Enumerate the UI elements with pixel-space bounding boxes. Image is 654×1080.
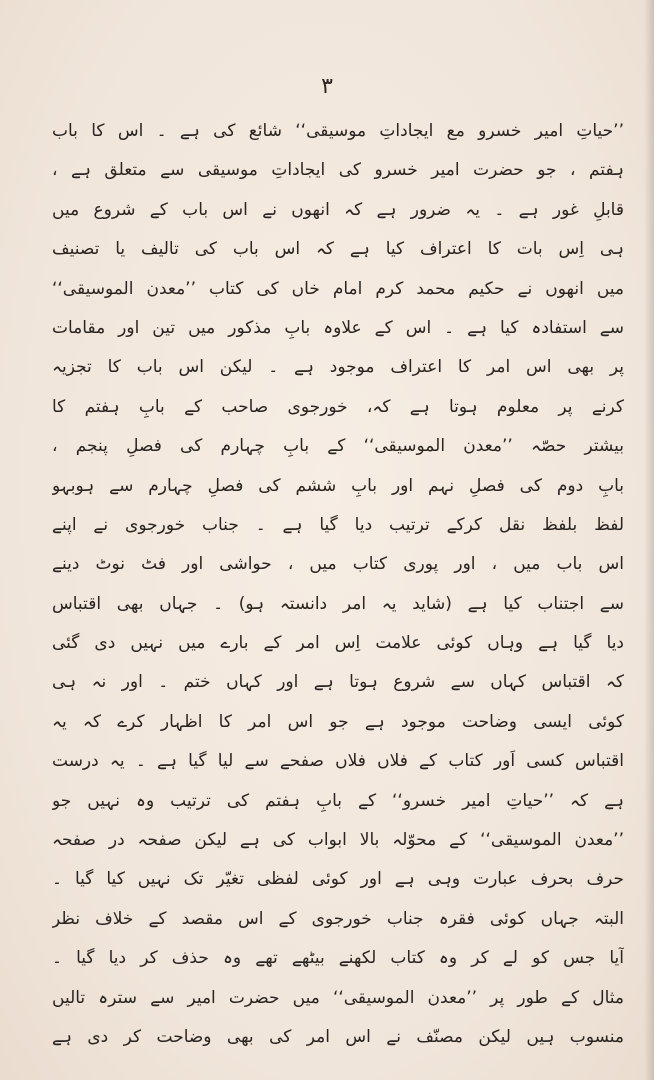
text-line: اقتباس کسی اَور کتاب کے فلاں فلاں صفحے سے لیا گیا ہے ۔ یہ درست	[52, 751, 624, 772]
text-line: ہے کہ ’’حیاتِ امیر خسرو‘‘ کے بابِ ہفتم کی ترتیب وہ نہیں جو	[52, 790, 624, 811]
page-number: ۳	[321, 74, 333, 99]
text-line: اس باب میں ، اور پوری کتاب میں ، حواشی اور فٹ نوٹ دینے	[52, 554, 624, 575]
text-line: البتہ جہاں کوئی فقرہ جناب خورجوی کے اس مقصد کے خلاف نظر	[52, 908, 624, 929]
text-line: سے اجتناب کیا ہے (شاید یہ امر دانستہ ہو) ۔ جہاں بھی اقتباس	[52, 593, 624, 614]
body-text	[52, 112, 624, 1057]
text-line: ہفتم ، جو حضرت امیر خسرو کی ایجاداتِ موسیقی سے متعلق ہے ،	[52, 160, 624, 181]
page-edge-shadow	[644, 0, 654, 1080]
text-line: مثال کے طور پر ’’معدن الموسیقی‘‘ میں حضرت امیر سے سترہ تالیں	[52, 987, 624, 1008]
text-line: دیا گیا ہے وہاں کوئی علامت اِس امر کے بارے میں نہیں دی گئی	[52, 633, 624, 654]
text-line: قابلِ غور ہے ۔ یہ ضرور ہے کہ انھوں نے اس باب کے شروع میں	[52, 199, 624, 220]
text-line: لفظ بلفظ نقل کرکے ترتیب دیا گیا ہے ۔ جناب خورجوی نے اپنے	[52, 514, 624, 535]
text-line: کرنے پر معلوم ہوتا ہے کہ، خورجوی صاحب کے بابِ ہفتم کا	[52, 396, 624, 417]
text-line: حرف بحرف عبارت وہی ہے اور کوئی لفظی تغیّر تک نہیں کیا گیا ۔	[52, 869, 624, 890]
text-line: منسوب ہیں لیکن مصنّف نے اس امر کی بھی وضاحت کر دی ہے	[52, 1026, 624, 1047]
text-line: کہ اقتباس کہاں سے شروع ہوتا ہے اور کہاں ختم ۔ اور نہ ہی	[52, 672, 624, 693]
text-line: بابِ دوم کی فصلِ نہم اور بابِ ششم کی فصلِ چہارم سے ہوبہو	[52, 475, 624, 496]
text-line: ’’حیاتِ امیر خسرو مع ایجاداتِ موسیقی‘‘ شائع کی ہے ۔ اس کا باب	[52, 121, 624, 141]
text-line: سے استفادہ کیا ہے ۔ اس کے علاوہ بابِ مذکور میں تین اور مقامات	[52, 317, 624, 338]
text-line: بیشتر حصّہ ’’معدن الموسیقی‘‘ کے بابِ چہارم کی فصلِ پنجم ،	[52, 436, 624, 457]
text-line: کوئی ایسی وضاحت موجود ہے جو اس امر کا اظہار کرے کہ یہ	[52, 711, 624, 732]
text-line: میں انھوں نے حکیم محمد کرم امام خاں کی کتاب ’’معدن الموسیقی‘‘	[52, 278, 624, 299]
text-line: ہی اِس بات کا اعتراف کیا ہے کہ اس باب کی تالیف یا تصنیف	[52, 239, 624, 260]
text-line: پر بھی اس امر کا اعتراف موجود ہے ۔ لیکن اس باب کا تجزیہ	[52, 357, 624, 378]
text-line: ’’معدن الموسیقی‘‘ کے محوّلہ بالا ابواب کی ہے لیکن صفحہ در صفحہ	[52, 830, 624, 851]
text-line: آیا جس کو لے کر وہ کتاب لکھنے بیٹھے تھے وہ حذف کر دیا گیا ۔	[52, 948, 624, 969]
